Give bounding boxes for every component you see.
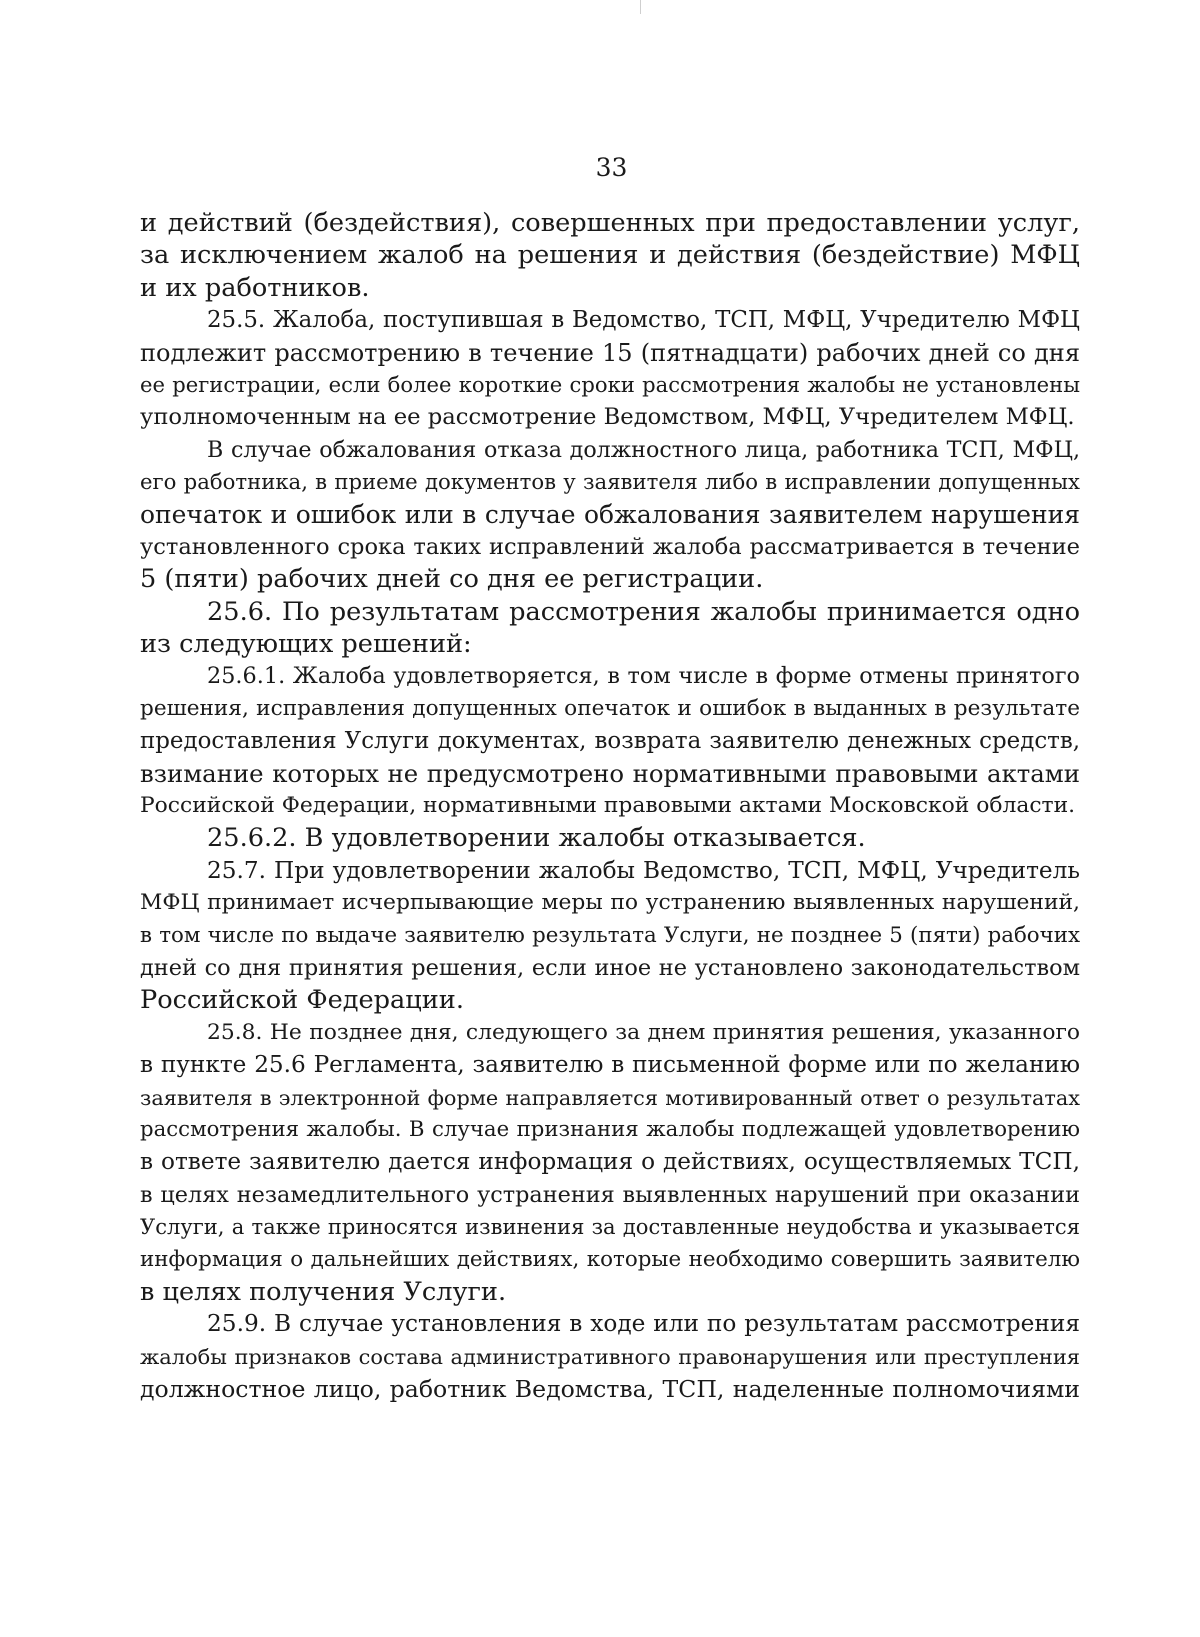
text-line: подлежит рассмотрению в течение 15 (пятнадцати) рабочих дней со дня <box>140 338 1080 367</box>
text-line: Услуги, а также приносятся извинения за доставленные неудобства и указывается <box>140 1214 1080 1240</box>
text-line: в пункте 25.6 Регламента, заявителю в письменной форме или по желанию <box>140 1052 1080 1079</box>
text-line: 25.5. Жалоба, поступившая в Ведомство, ТСП, МФЦ, Учредителю МФЦ <box>207 307 1080 334</box>
text-line: установленного срока таких исправлений жалоба рассматривается в течение <box>140 533 1080 560</box>
text-line: 25.9. В случае установления в ходе или по результатам рассмотрения <box>207 1310 1080 1338</box>
text-line: рассмотрения жалобы. В случае признания жалобы подлежащей удовлетворению <box>140 1116 1080 1142</box>
text-line: заявителя в электронной форме направляется мотивированный ответ о результатах <box>140 1085 1080 1110</box>
text-line: взимание которых не предусмотрено нормативными правовыми актами <box>140 758 1080 788</box>
text-line: предоставления Услуги документах, возврата заявителю денежных средств, <box>140 728 1080 755</box>
scan-artifact-mark <box>640 0 641 14</box>
text-line: в ответе заявителю дается информация о действиях, осуществляемых ТСП, <box>140 1148 1080 1176</box>
text-line: информация о дальнейших действиях, которые необходимо совершить заявителю <box>140 1246 1080 1272</box>
text-line: 25.6.1. Жалоба удовлетворяется, в том числе в форме отмены принятого <box>207 663 1080 690</box>
text-line: В случае обжалования отказа должностного лица, работника ТСП, МФЦ, <box>207 436 1080 463</box>
document-body <box>140 207 1080 1405</box>
text-line: Российской Федерации. <box>140 985 464 1016</box>
text-line: за исключением жалоб на решения и действия (бездействие) МФЦ <box>140 240 1080 271</box>
text-line: в том числе по выдаче заявителю результата Услуги, не позднее 5 (пяти) рабочих <box>140 922 1080 948</box>
text-line: и их работников. <box>140 272 370 303</box>
text-line: из следующих решений: <box>140 629 472 660</box>
text-line: ее регистрации, если более короткие сроки рассмотрения жалобы не установлены <box>140 371 1080 397</box>
text-line: 25.6.2. В удовлетворении жалобы отказывается. <box>207 823 866 854</box>
text-line: Российской Федерации, нормативными правовыми актами Московской области. <box>140 793 1076 819</box>
text-line: в целях получения Услуги. <box>140 1276 507 1307</box>
text-line: уполномоченным на ее рассмотрение Ведомством, МФЦ, Учредителем МФЦ. <box>140 404 1075 431</box>
text-line: дней со дня принятия решения, если иное не установлено законодательством <box>140 954 1080 981</box>
text-line: и действий (бездействия), совершенных при предоставлении услуг, <box>140 208 1080 238</box>
text-line: 25.6. По результатам рассмотрения жалобы принимается одно <box>207 596 1080 627</box>
text-line: в целях незамедлительного устранения выявленных нарушений при оказании <box>140 1181 1080 1208</box>
text-line: 25.7. При удовлетворении жалобы Ведомство, ТСП, МФЦ, Учредитель <box>207 856 1080 884</box>
text-line: 5 (пяти) рабочих дней со дня ее регистрации. <box>140 564 764 595</box>
text-line: 25.8. Не позднее дня, следующего за днем принятия решения, указанного <box>207 1019 1080 1045</box>
text-line: жалобы признаков состава административного правонарушения или преступления <box>140 1344 1080 1369</box>
page-number: 33 <box>595 153 628 182</box>
text-line: МФЦ принимает исчерпывающие меры по устранению выявленных нарушений, <box>140 890 1080 916</box>
text-line: опечаток и ошибок или в случае обжалования заявителем нарушения <box>140 499 1080 529</box>
text-line: его работника, в приеме документов у заявителя либо в исправлении допущенных <box>140 469 1080 495</box>
text-line: решения, исправления допущенных опечаток и ошибок в выданных в результате <box>140 695 1080 721</box>
text-line: должностное лицо, работник Ведомства, ТСП, наделенные полномочиями <box>140 1375 1080 1404</box>
